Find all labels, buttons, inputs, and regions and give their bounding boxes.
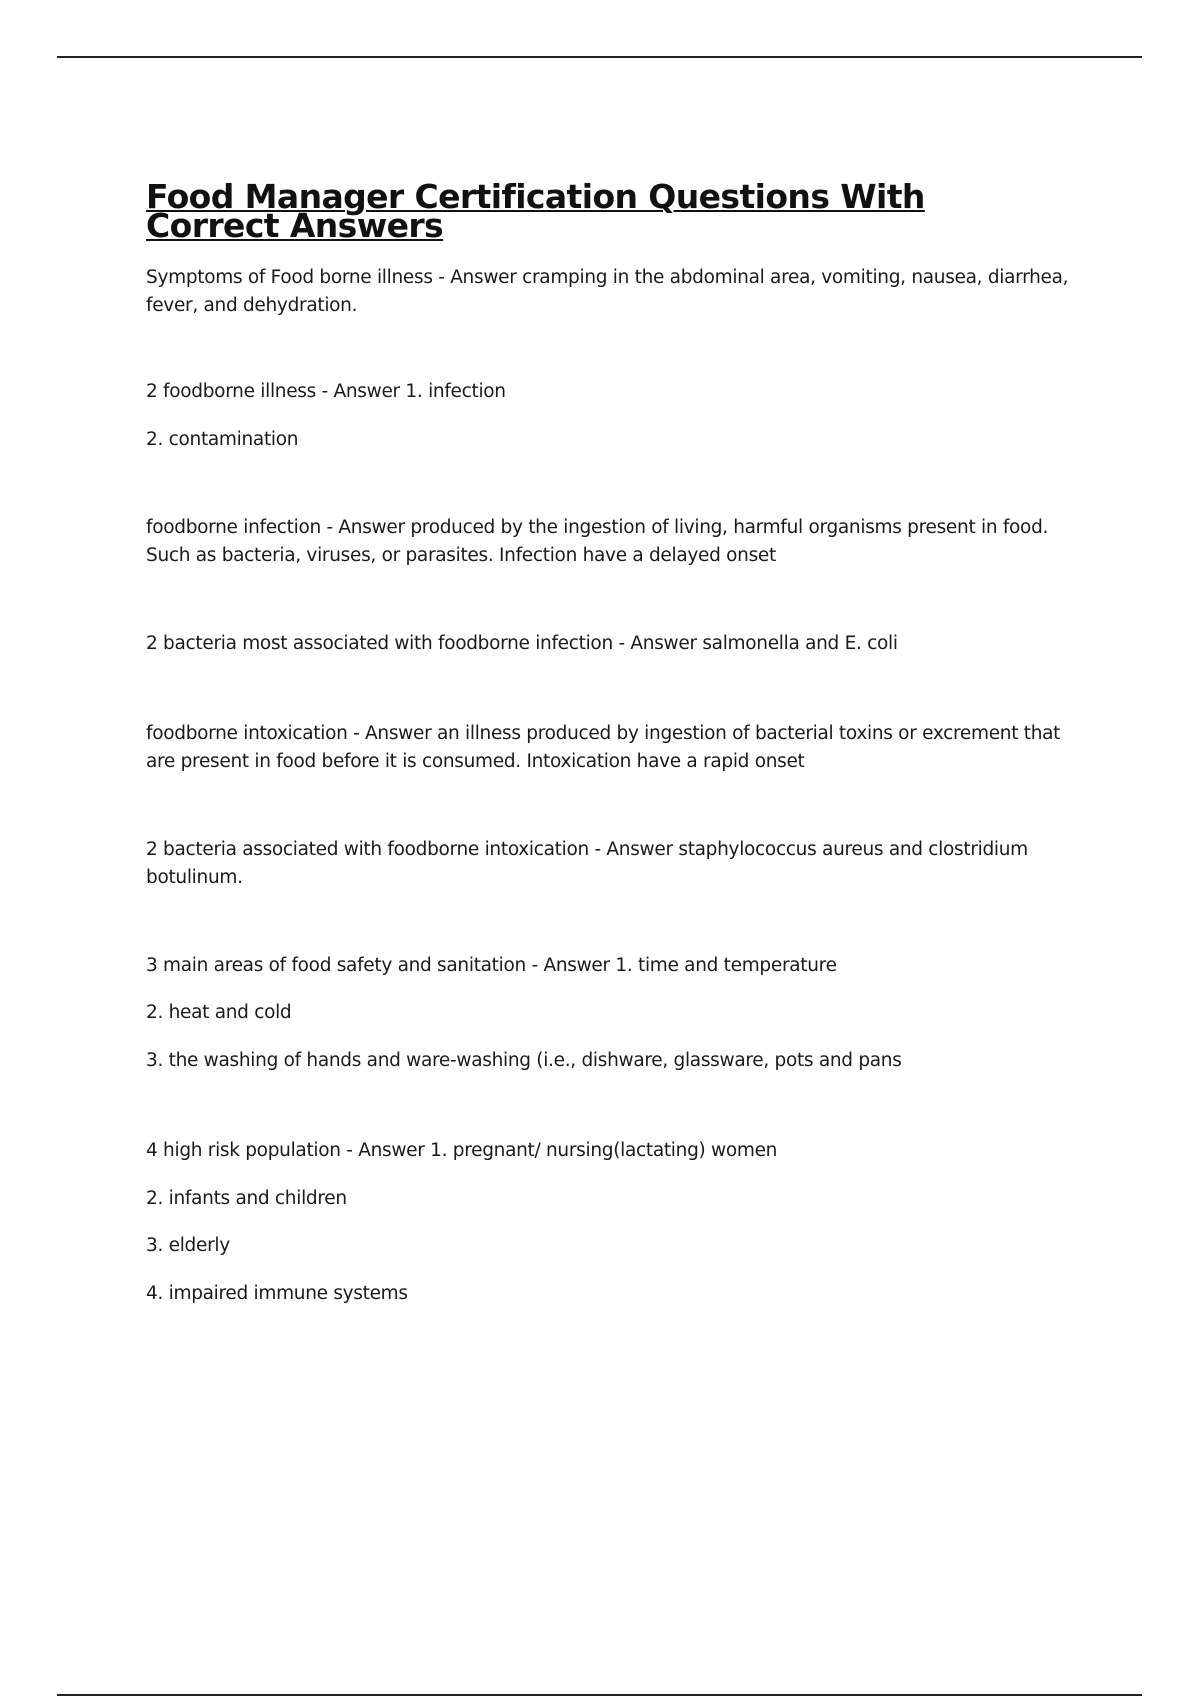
document-title: Food Manager Certification Questions With Correct Answers <box>146 177 925 245</box>
entry-three-main-areas: 3 main areas of food safety and sanitation - Answer 1. time and temperature <box>146 955 837 976</box>
entry-foodborne-symptoms: Symptoms of Food borne illness - Answer cramping in the abdominal area, vomiting, nausea, diarrhea, fever, and dehydration. <box>146 267 1069 316</box>
entry-list-item: 4. impaired immune systems <box>146 1283 408 1304</box>
entry-foodborne-infection: foodborne infection - Answer produced by the ingestion of living, harmful organisms present in food. Such as bacteria, viruses, or parasites. Infection have a delayed onset <box>146 517 1049 566</box>
entry-list-item: 2. contamination <box>146 429 299 450</box>
entry-high-risk-population: 4 high risk population - Answer 1. pregnant/ nursing(lactating) women <box>146 1140 778 1161</box>
entry-list-item: 3. elderly <box>146 1235 230 1256</box>
entry-list-item: 2. infants and children <box>146 1188 347 1209</box>
entry-intoxication-bacteria: 2 bacteria associated with foodborne intoxication - Answer staphylococcus aureus and clostridium botulinum. <box>146 839 1028 888</box>
entry-list-item: 2. heat and cold <box>146 1002 292 1023</box>
document-body <box>146 177 1076 1308</box>
entry-infection-bacteria: 2 bacteria most associated with foodborne infection - Answer salmonella and E. coli <box>146 633 898 654</box>
entry-list-item: 3. the washing of hands and ware-washing (i.e., dishware, glassware, pots and pans <box>146 1050 902 1071</box>
entry-foodborne-intoxication: foodborne intoxication - Answer an illness produced by ingestion of bacterial toxins or excrement that are present in food before it is consumed. Intoxication have a rapid onset <box>146 723 1061 772</box>
header-rule <box>57 56 1142 58</box>
footer-rule <box>57 1694 1142 1696</box>
entry-two-foodborne-illness: 2 foodborne illness - Answer 1. infection <box>146 381 506 402</box>
